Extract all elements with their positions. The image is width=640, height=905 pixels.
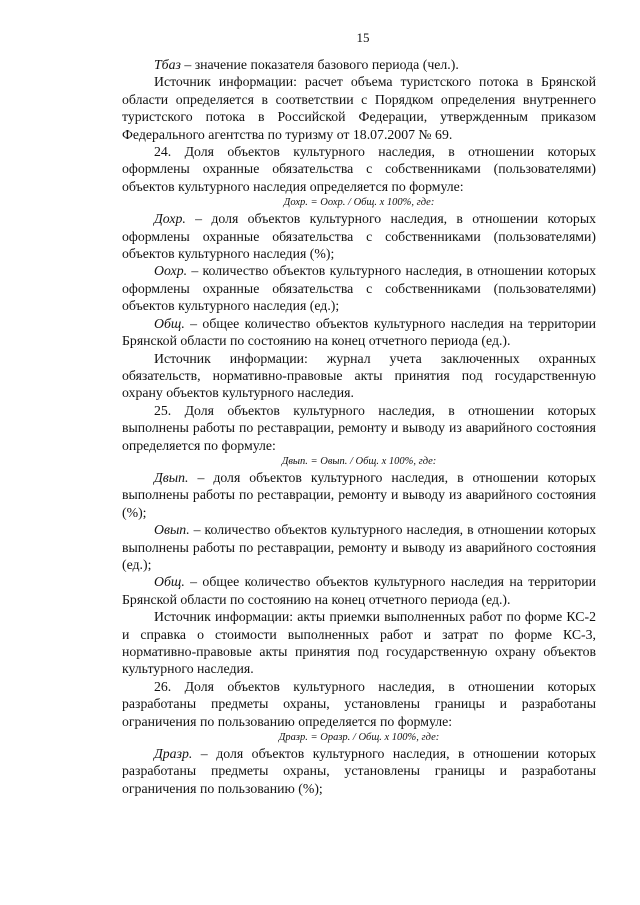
definition-text: – доля объектов культурного наследия, в отношении которых оформлены охранные обязательства с собственниками (пользователями) объектов культурного наследия (%); [122, 211, 596, 262]
symbol: Tбаз [154, 57, 181, 72]
paragraph-text: Источник информации: журнал учета заключенных охранных обязательств, нормативно-правовые акты принятия под государственную охрану объектов культурного наследия. [122, 350, 596, 401]
symbol: Общ. [154, 315, 185, 331]
definition-text: – доля объектов культурного наследия, в отношении которых разработаны предметы охраны, установлены границы и разработаны ограничения по пользованию (%); [122, 746, 596, 796]
paragraph-text: 25. Доля объектов культурного наследия, в отношении которых выполнены работы по реставрации, ремонту и выводу из аварийного состояния определяется по формуле: [122, 402, 596, 453]
symbol: Оохр. [154, 263, 188, 279]
section-intro [122, 56, 596, 195]
definition [122, 262, 596, 314]
paragraph-text: Источник информации: акты приемки выполненных работ по форме КС-2 и справка о стоимости выполненных работ и затрат по форме КС-3, нормативно-правовые акты принятия под государственную охрану объектов культурного наследия. [122, 609, 596, 677]
paragraph [122, 402, 596, 454]
formula: Двып. = Овып. / Общ. х 100%, где: [281, 455, 437, 467]
paragraph-text: Источник информации: расчет объема туристского потока в Брянской области определяется в соответствии с Порядком определения внутреннего туристского потока в Российской Федерации, утвержденным приказом Федерального агентства по туризму от 18.07.2007 № 69. [122, 74, 596, 142]
page-number: 15 [356, 30, 370, 45]
definition-text: – количество объектов культурного наследия, в отношении которых выполнены работы по реставрации, ремонту и выводу из аварийного состояния (ед.); [122, 522, 596, 572]
paragraph-text: 24. Доля объектов культурного наследия, в отношении которых оформлены охранные обязательства с собственниками (пользователями) объектов культурного наследия определяется по формуле: [122, 144, 596, 194]
paragraph [122, 56, 596, 73]
formula: Дохр. = Оохр. / Общ. х 100%, где: [283, 197, 435, 209]
symbol: Овып. [154, 522, 190, 538]
paragraph [122, 73, 596, 143]
definition [122, 521, 596, 573]
document-page [122, 30, 596, 797]
definition-text: – количество объектов культурного наследия, в отношении которых оформлены охранные обязательства с собственниками (пользователями) объектов культурного наследия (ед.); [122, 263, 596, 314]
symbol: Двып. [154, 469, 189, 485]
paragraph-text: – значение показателя базового периода (чел.). [180, 57, 459, 72]
section-24-definitions [122, 210, 596, 454]
formula: Дразр. = Оразр. / Общ. х 100%, где: [278, 732, 440, 744]
section-25-definitions [122, 469, 596, 730]
definition [122, 210, 596, 262]
paragraph [122, 608, 596, 678]
definition-text: – доля объектов культурного наследия, в отношении которых выполнены работы по реставрации, ремонту и выводу из аварийного состояния (%); [122, 469, 596, 520]
paragraph [122, 143, 596, 195]
definition-text: – общее количество объектов культурного наследия на территории Брянской области по состоянию на конец отчетного периода (ед.). [122, 574, 596, 607]
paragraph-text: 26. Доля объектов культурного наследия, в отношении которых разработаны предметы охраны, установлены границы и разработаны ограничения по пользованию определяется по формуле: [122, 678, 596, 729]
definition [122, 315, 596, 350]
symbol: Дохр. [154, 211, 186, 227]
paragraph [122, 350, 596, 402]
definition-text: – общее количество объектов культурного наследия на территории Брянской области по состоянию на конец отчетного периода (ед.). [122, 315, 596, 349]
definition [122, 469, 596, 521]
paragraph [122, 678, 596, 730]
section-26-definitions [122, 745, 596, 797]
symbol: Дразр. [154, 746, 193, 762]
definition [122, 573, 596, 608]
symbol: Общ. [154, 574, 185, 590]
definition [122, 745, 596, 797]
